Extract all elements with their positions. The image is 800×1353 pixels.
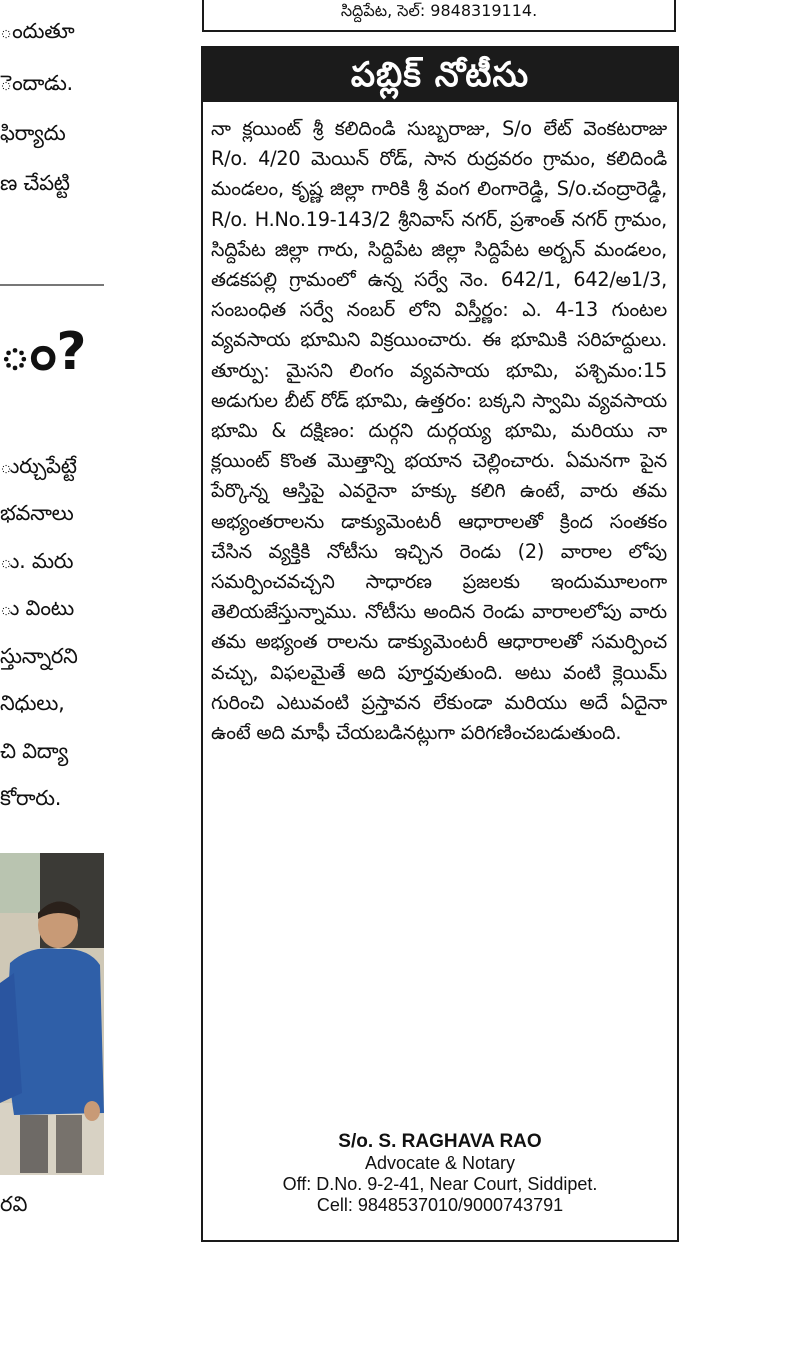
text-fragment: ు. మరు [0, 549, 74, 573]
signatory-name: S/o. S. RAGHAVA RAO [338, 1131, 542, 1152]
text-fragment: ందుతూ [0, 19, 75, 43]
notice-body: నా క్లయింట్ శ్రీ కలిదిండి సుబ్బరాజు, S/o లేట్ వెంకటరాజు R/o. 4/20 మెయిన్ రోడ్, సాన రుద్రవరం గ్రామం, కలిదిండి మండలం, కృష్ణ జిల్లా గారికి శ్రీ వంగ లింగారెడ్డి, S/o.చంద్రారెడ్డి, R/o. H.No.19-143/2 శ్రీనివాస్ నగర్, ప్రశాంత్ నగర్ గ్రామం, సిద్దిపేట జిల్లా గారు, సిద్దిపేట జిల్లా సిద్దిపేట అర్బన్ మండలం, తడకపల్లి గ్రామంలో ఉన్న సర్వే నెం. 642/1, 642/అ1/3, సంబంధిత సర్వే నంబర్ లోని విస్తీర్ణం: ఎ. 4-13 గుంటల వ్యవసాయ భూమిని విక్రయించారు. ఈ భూమికి సరిహద్దులు. తూర్పు: మైసని లింగం వ్యవసాయ భూమి, పశ్చిమం:15 అడుగుల బీట్ రోడ్ భూమి, ఉత్తరం: బక్కని స్వామి వ్యవసాయ భూమి & దక్షిణం: దుర్గని దుర్గయ్య భూమి, మరియు నా క్లయింట్ కొంత మొత్తాన్ని భయాన చెల్లించారు. ఏమనగా పైన పేర్కొన్న ఆస్తిపై ఎవరైనా హక్కు కలిగి ఉంటే, వారు తమ అభ్యంతరాలను డాక్యుమెంటరీ ఆధారాలతో క్రింద సంతకం చేసిన వ్యక్తికి నోటీసు ఇచ్చిన రెండు (2) వారాల లోపు సమర్పించవచ్చని సాధారణ ప్రజలకు ఇందుమూలంగా తెలియజేస్తున్నాము. నోటీసు అందిన రెండు వారాలలోపు వారు తమ అభ్యంత రాలను డాక్యుమెంటరీ ఆధారాలతో సమర్పించ వచ్చు, విఫలమైతే అది పూర్తవుతుంది. అటు వంటి క్లెయిమ్ గురించి ఎటువంటి ప్రస్తావన లేకుండా మరియు అదే ఏదైనా ఉంటే అది మాఫీ చేయబడినట్లుగా పరిగణించబడుతుంది. [211, 117, 667, 745]
notice-title: పబ్లిక్ నోటీసు [203, 48, 677, 102]
text-fragment: చి విద్యా [0, 739, 68, 763]
text-fragment: నిధులు, [0, 691, 65, 715]
text-fragment: ెందాడు. [0, 71, 73, 95]
cell-numbers: Cell: 9848537010/9000743791 [316, 1195, 564, 1215]
text-fragment: ుర్చుపేట్టే [0, 454, 77, 478]
text-fragment: భవనాలు [0, 501, 74, 525]
headline-fragment: ం? [0, 322, 87, 382]
boy-photo [0, 853, 104, 1175]
public-notice [201, 46, 679, 1242]
text-fragment: కోరారు. [0, 786, 62, 810]
divider [0, 284, 104, 286]
left-article-fragment [0, 0, 108, 1353]
text-fragment: ు వింటు [0, 596, 74, 620]
signatory-title: Advocate & Notary [364, 1153, 516, 1173]
previous-notice-footer: సిద్దిపేట, సెల్: 9848319114. [202, 0, 676, 32]
text-fragment: ణ చేపట్టి [0, 171, 70, 195]
notice-signature [203, 1131, 677, 1216]
photo-illustration [0, 853, 104, 1175]
text-fragment: ఫిర్యాదు [0, 121, 66, 145]
office-address: Off: D.No. 9-2-41, Near Court, Siddipet. [282, 1174, 598, 1194]
text-fragment: స్తున్నారని [0, 644, 78, 668]
photo-caption: రవి [0, 1192, 28, 1216]
